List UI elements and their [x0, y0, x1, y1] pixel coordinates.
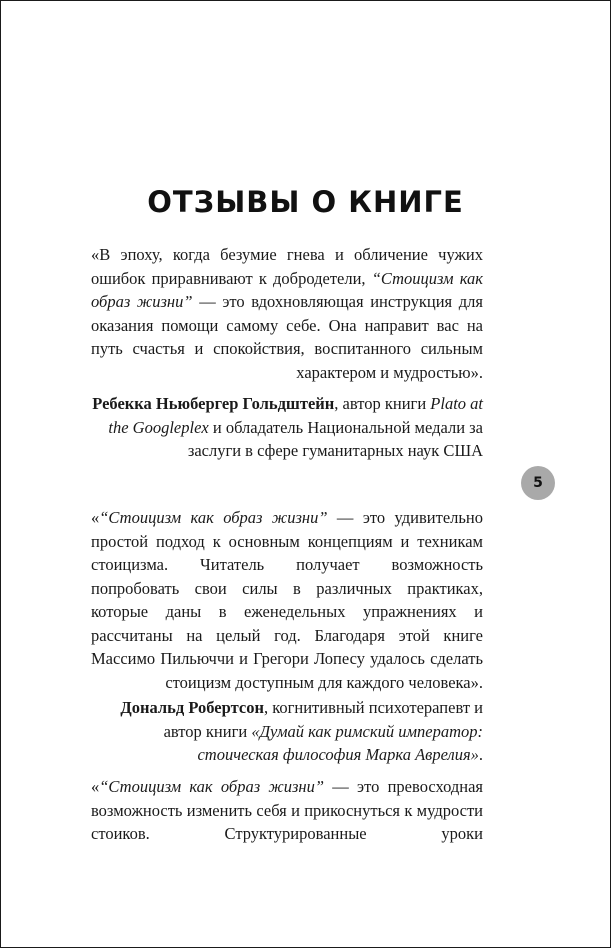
review-quote-1: [91, 243, 483, 384]
page-number-badge: 5: [521, 466, 555, 500]
attribution-post: и обладатель Национальной медали за заслуги в сфере гуманитарных наук США: [187, 417, 483, 460]
review-quote-3: [91, 775, 483, 846]
book-title: “Стоицизм как образ жизни”: [91, 268, 483, 311]
book-title: “Стоицизм как образ жизни”: [99, 508, 328, 527]
book-title: “Стоицизм как образ жизни”: [99, 777, 325, 796]
quote-open: «: [91, 777, 100, 796]
review-attribution-2: [91, 696, 483, 767]
reviewer-name: Ребекка Ньюбергер Гольдштейн: [92, 394, 335, 413]
review-quote-text: [91, 243, 483, 384]
review-quote-2: [91, 506, 483, 694]
quote-rest: — это удивительно простой подход к основным концепциям и техникам стоицизма. Читатель получает возможность попробовать свои силы в различных практиках, которые даны в еженедельных упражнениях и рассчитаны на целый год. Благодаря этой книге Массимо Пильюччи и Грегори Лопесу удалось сделать стоицизм доступным для каждого человека».: [91, 508, 483, 692]
attribution-text: [91, 696, 483, 767]
attribution-pre: , когнитивный психотерапевт и автор книги: [163, 698, 483, 741]
quote-rest: — это превосходная возможность изменить себя и прикоснуться к мудрости стоиков. Структурированные уроки: [91, 777, 483, 843]
page-heading: ОТЗЫВЫ О КНИГЕ: [147, 185, 464, 219]
attribution-pre: , автор книги: [334, 394, 431, 413]
review-attribution-1: [91, 392, 483, 463]
reviewer-name: Дональд Робертсон: [120, 698, 264, 717]
review-quote-text: [91, 506, 483, 694]
attribution-text: [91, 392, 483, 463]
quote-open: «В эпоху, когда безумие гнева и обличение чужих ошибок приравнивают к добродетели,: [91, 245, 483, 288]
review-quote-text: [91, 775, 483, 846]
reviewer-book: «Думай как римский император: стоическая философия Марка Аврелия»: [197, 721, 483, 764]
quote-open: «: [91, 508, 100, 527]
reviewer-book: Plato at the Googleplex: [108, 394, 483, 437]
quote-rest: — это вдохновляющая инструкция для оказания помощи самому себе. Она направит вас на путь счастья и спокойствия, воспитанного сильным характером и мудростью».: [91, 292, 483, 382]
attribution-post: .: [478, 745, 483, 764]
